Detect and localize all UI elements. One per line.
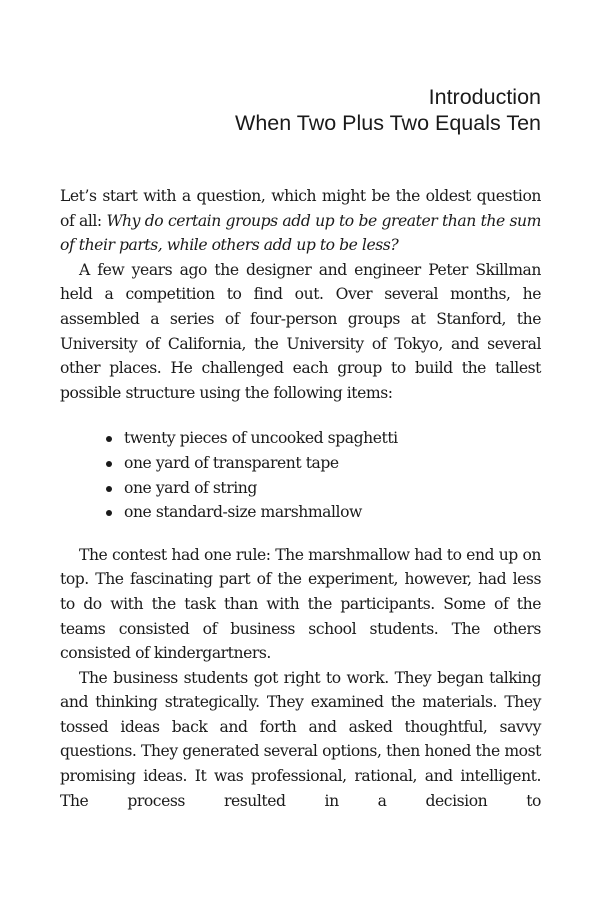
list-item-text: one standard-size marshmallow <box>124 503 362 522</box>
body-text <box>60 184 541 813</box>
list-item-text: twenty pieces of uncooked spaghetti <box>124 429 398 448</box>
paragraph-1-question: Why do certain groups add up to be greater than the sum of their parts, while others add up to be less? <box>60 211 541 255</box>
book-page <box>60 0 541 902</box>
chapter-title: When Two Plus Two Equals Ten <box>235 111 541 135</box>
list-item <box>106 426 541 451</box>
chapter-label: Introduction <box>428 85 541 109</box>
chapter-heading <box>60 84 541 136</box>
paragraph-3: The contest had one rule: The marshmallow had to end up on top. The fascinating part of the experiment, however, had less to do with the task than with the participants. Some of the teams consisted of business school students. The others consisted of kindergartners. <box>60 545 541 663</box>
paragraph-1 <box>60 184 541 258</box>
bullet-icon <box>106 436 112 442</box>
list-item <box>106 451 541 476</box>
list-item <box>106 476 541 501</box>
list-item-text: one yard of transparent tape <box>124 453 339 472</box>
list-item-text: one yard of string <box>124 478 257 497</box>
bullet-icon <box>106 461 112 467</box>
list-item <box>106 500 541 525</box>
bullet-icon <box>106 486 112 492</box>
paragraph-2: A few years ago the designer and engineer Peter Skillman held a competition to find out. Over several months, he assembled a series of four-person groups at Stanford, the University of California, the University of Tokyo, and several other places. He challenged each group to build the tallest possible structure using the following items: <box>60 260 541 402</box>
item-list <box>60 426 541 524</box>
paragraph-4: The business students got right to work. They began talking and thinking strategically. They examined the materials. They tossed ideas back and forth and asked thoughtful, savvy questions. They generated several options, then honed the most promising ideas. It was professional, rational, and intelligent. The process resulted in a decision to <box>60 668 541 810</box>
bullet-icon <box>106 510 112 516</box>
paragraph-1-text: Let’s start with a question, which might be the oldest question of all: <box>60 187 541 230</box>
